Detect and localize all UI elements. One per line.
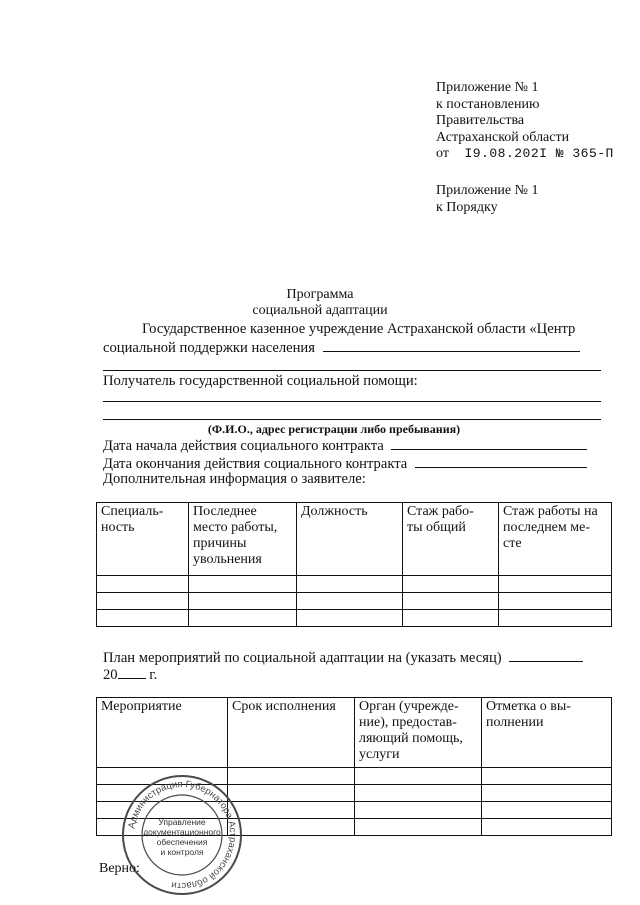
plan-label: План мероприятий по социальной адаптации на (указать месяц) <box>103 650 502 666</box>
header-line: Приложение № 1 <box>436 183 539 198</box>
official-seal <box>120 773 244 897</box>
table-row[interactable] <box>97 593 612 610</box>
contract-start-label: Дата начала действия социального контракта <box>103 438 384 454</box>
applicant-table <box>96 502 612 627</box>
table-header-cell: Отметка о вы- полнении <box>482 698 612 768</box>
header-line: Приложение № 1 <box>436 80 539 95</box>
table-row[interactable] <box>97 610 612 627</box>
table-header-cell: Орган (учрежде- ние), предостав- ляющий помощь, услуги <box>355 698 482 768</box>
table-row[interactable] <box>97 576 612 593</box>
plan-row <box>103 648 583 667</box>
table-header-row <box>97 503 612 576</box>
contract-end-label: Дата окончания действия социального контракта <box>103 456 408 472</box>
recipient-line-2[interactable] <box>103 419 601 420</box>
doc-title <box>0 287 640 319</box>
title-line: социальной адаптации <box>252 303 388 318</box>
intro-line-2-text: социальной поддержки населения <box>103 340 315 356</box>
header-line: к Порядку <box>436 199 498 215</box>
header-block-2 <box>436 183 539 216</box>
verno-label: Верно: <box>99 861 140 876</box>
intro-line-1: Государственное казенное учреждение Астраханской области «Центр <box>142 321 576 337</box>
date-prefix: от <box>436 146 449 162</box>
blank-line[interactable] <box>103 370 601 371</box>
table-header-cell: Стаж работы на последнем ме- сте <box>499 503 612 576</box>
intro-line-2 <box>103 338 580 357</box>
contract-start-row <box>103 436 587 455</box>
seal-center-text: Управление документационного обеспечения и контроля <box>143 817 221 857</box>
fio-note: (Ф.И.О., адрес регистрации либо пребывания) <box>207 422 461 436</box>
year-prefix: 20 <box>103 667 118 683</box>
table-header-cell: Стаж рабо- ты общий <box>403 503 499 576</box>
year-suffix: г. <box>149 667 158 683</box>
header-line: к постановлению <box>436 96 540 112</box>
table-header-cell: Мероприятие <box>97 698 228 768</box>
table-header-cell: Последнее место работы, причины увольнения <box>189 503 297 576</box>
table-header-cell: Должность <box>297 503 403 576</box>
year-row <box>103 665 157 684</box>
contract-end-blank[interactable] <box>415 454 587 468</box>
additional-info-label: Дополнительная информация о заявителе: <box>103 471 366 487</box>
table-header-cell: Специаль- ность <box>97 503 189 576</box>
table-header-cell: Срок исполнения <box>228 698 355 768</box>
institution-blank[interactable] <box>323 338 580 352</box>
header-date-line <box>436 146 614 163</box>
title-line: Программа <box>286 287 354 302</box>
header-line: Правительства <box>436 113 525 129</box>
year-blank[interactable] <box>118 665 146 679</box>
header-line: Астраханской области <box>436 129 570 145</box>
recipient-line-1[interactable] <box>103 401 601 402</box>
date-value: I9.08.202I № 365-П <box>464 146 614 162</box>
month-blank[interactable] <box>509 648 583 662</box>
table-header-row <box>97 698 612 768</box>
seal-ring-text: Администрация Губернатора Астраханской области <box>126 778 239 892</box>
header-block <box>436 80 614 163</box>
recipient-label: Получатель государственной социальной помощи: <box>103 373 418 389</box>
contract-start-blank[interactable] <box>391 436 587 450</box>
